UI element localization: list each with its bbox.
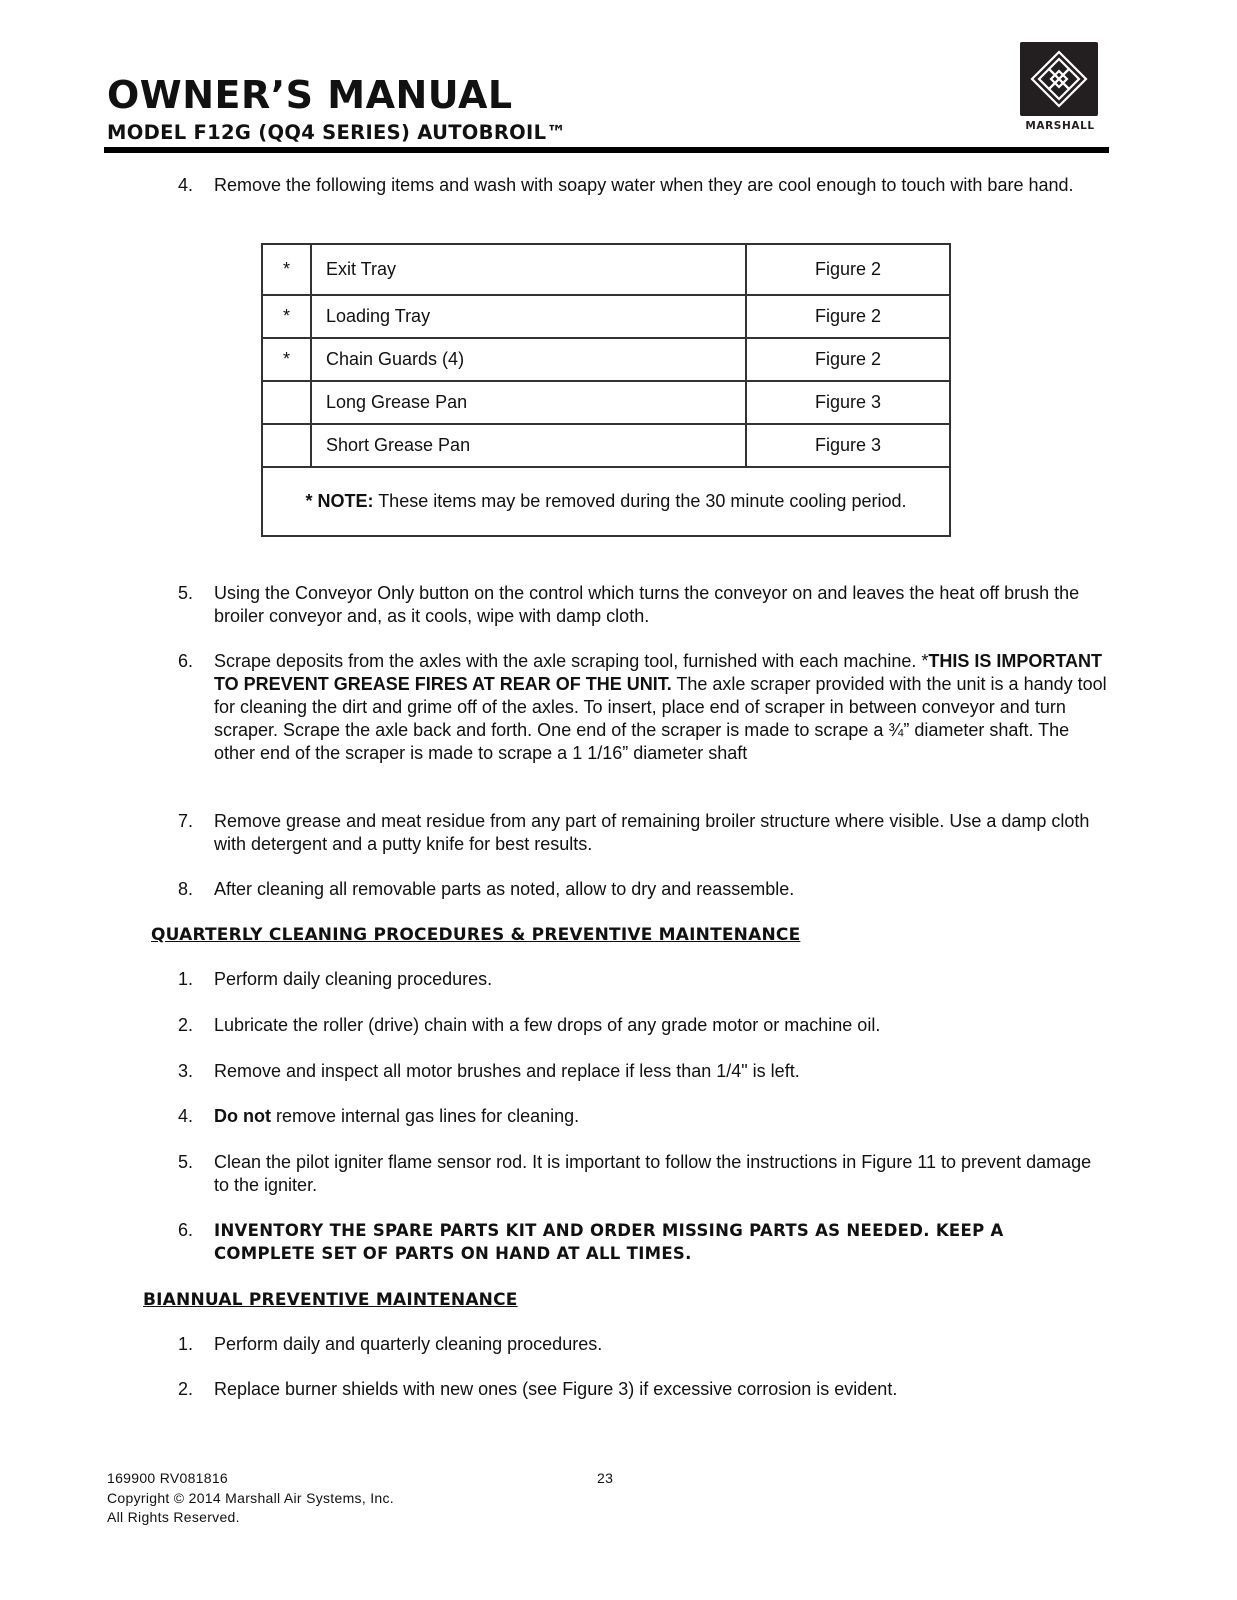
step-text: Remove and inspect all motor brushes and replace if less than 1/4" is left. [214, 1061, 800, 1081]
step-text: Using the Conveyor Only button on the control which turns the conveyor on and leaves the heat off brush the broiler conveyor and, as it cools, wipe with damp cloth. [214, 583, 1080, 626]
table-note-row [262, 467, 950, 536]
marshall-diamond-logo-icon [1020, 42, 1098, 116]
table-row [262, 338, 950, 381]
step-text: Perform daily and quarterly cleaning procedures. [214, 1334, 603, 1354]
table-cell-mark [262, 381, 311, 424]
table-cell-figure: Figure 3 [746, 381, 950, 424]
footer-copyright: Copyright © 2014 Marshall Air Systems, Inc. [107, 1490, 394, 1506]
step-text [214, 650, 1108, 765]
table-cell-mark: * [262, 338, 311, 381]
footer-doc-number: 169900 RV081816 [107, 1470, 229, 1486]
step-number: 6. [178, 1220, 194, 1240]
warning-text: INVENTORY THE SPARE PARTS KIT AND ORDER MISSING PARTS AS NEEDED. KEEP A COMPLETE SET OF PARTS ON HAND AT ALL TIMES. [214, 1221, 1004, 1263]
logo-brand-text: MARSHALL [1025, 120, 1095, 132]
table-cell-mark: * [262, 295, 311, 338]
table-cell-item: Exit Tray [311, 244, 746, 295]
parts-table [261, 243, 951, 537]
note-label: * NOTE: [305, 491, 374, 511]
step-text: Clean the pilot igniter flame sensor rod. It is important to follow the instructions in Figure 11 to prevent damage to the igniter. [214, 1152, 1092, 1195]
header-rule [104, 147, 1109, 153]
table-row [262, 295, 950, 338]
step-text: Remove the following items and wash with soapy water when they are cool enough to touch with bare hand. [214, 175, 1074, 195]
step-number: 1. [178, 1334, 194, 1354]
step-text-part: remove internal gas lines for cleaning. [270, 1106, 580, 1126]
table-cell-item: Short Grease Pan [311, 424, 746, 467]
model-subtitle: MODEL F12G (QQ4 SERIES) AUTOBROIL™ [107, 121, 567, 144]
step-number: 3. [178, 1061, 194, 1081]
footer-rights: All Rights Reserved. [107, 1509, 240, 1525]
table-cell-figure: Figure 2 [746, 338, 950, 381]
table-cell-item: Chain Guards (4) [311, 338, 746, 381]
table-cell-figure: Figure 3 [746, 424, 950, 467]
step-number: 2. [178, 1379, 194, 1399]
table-cell-figure: Figure 2 [746, 295, 950, 338]
table-cell-item: Long Grease Pan [311, 381, 746, 424]
step-text: Perform daily cleaning procedures. [214, 969, 493, 989]
table-row [262, 244, 950, 295]
page-title: OWNER’S MANUAL [107, 73, 513, 117]
table-row [262, 424, 950, 467]
marshall-logo [1011, 42, 1109, 137]
table-cell-figure: Figure 2 [746, 244, 950, 295]
step-text-part: Scrape deposits from the axles with the axle scraping tool, furnished with each machine. * [214, 651, 929, 671]
step-number: 6. [178, 651, 194, 671]
table-note [262, 467, 950, 536]
section-heading-quarterly: QUARTERLY CLEANING PROCEDURES & PREVENTIVE MAINTENANCE [151, 925, 801, 945]
note-text: These items may be removed during the 30 minute cooling period. [373, 491, 907, 511]
section-heading-biannual: BIANNUAL PREVENTIVE MAINTENANCE [143, 1290, 518, 1310]
step-number: 2. [178, 1015, 194, 1035]
step-number: 7. [178, 811, 194, 831]
step-text [214, 1105, 1108, 1128]
step-text: Replace burner shields with new ones (see Figure 3) if excessive corrosion is evident. [214, 1379, 898, 1399]
step-number: 4. [178, 175, 194, 195]
table-row [262, 381, 950, 424]
table-cell-mark: * [262, 244, 311, 295]
page-number: 23 [597, 1470, 614, 1486]
table-cell-mark [262, 424, 311, 467]
table-cell-item: Loading Tray [311, 295, 746, 338]
step-number: 8. [178, 879, 194, 899]
emphasis-text: Do not [214, 1106, 271, 1126]
warning-text: THIS IS IMPORTANT TO PREVENT GREASE FIRES AT REAR OF THE UNIT. [214, 651, 1103, 694]
step-text: Remove grease and meat residue from any part of remaining broiler structure where visible. Use a damp cloth with detergent and a putty knife for best results. [214, 811, 1090, 854]
step-text-part: The axle scraper provided with the unit is a handy tool for cleaning the dirt and grime off of the axles. To insert, place end of scraper in between conveyor and turn scraper. Scrape the axle back and forth. One end of the scraper is made to scrape a ¾” diameter shaft. The other end of the scraper is made to scrape a 1 1/16” diameter shaft [214, 674, 1107, 763]
step-text: After cleaning all removable parts as noted, allow to dry and reassemble. [214, 879, 795, 899]
step-text: Lubricate the roller (drive) chain with a few drops of any grade motor or machine oil. [214, 1015, 881, 1035]
step-number: 5. [178, 1152, 194, 1172]
step-number: 5. [178, 583, 194, 603]
step-number: 4. [178, 1106, 194, 1126]
step-number: 1. [178, 969, 194, 989]
